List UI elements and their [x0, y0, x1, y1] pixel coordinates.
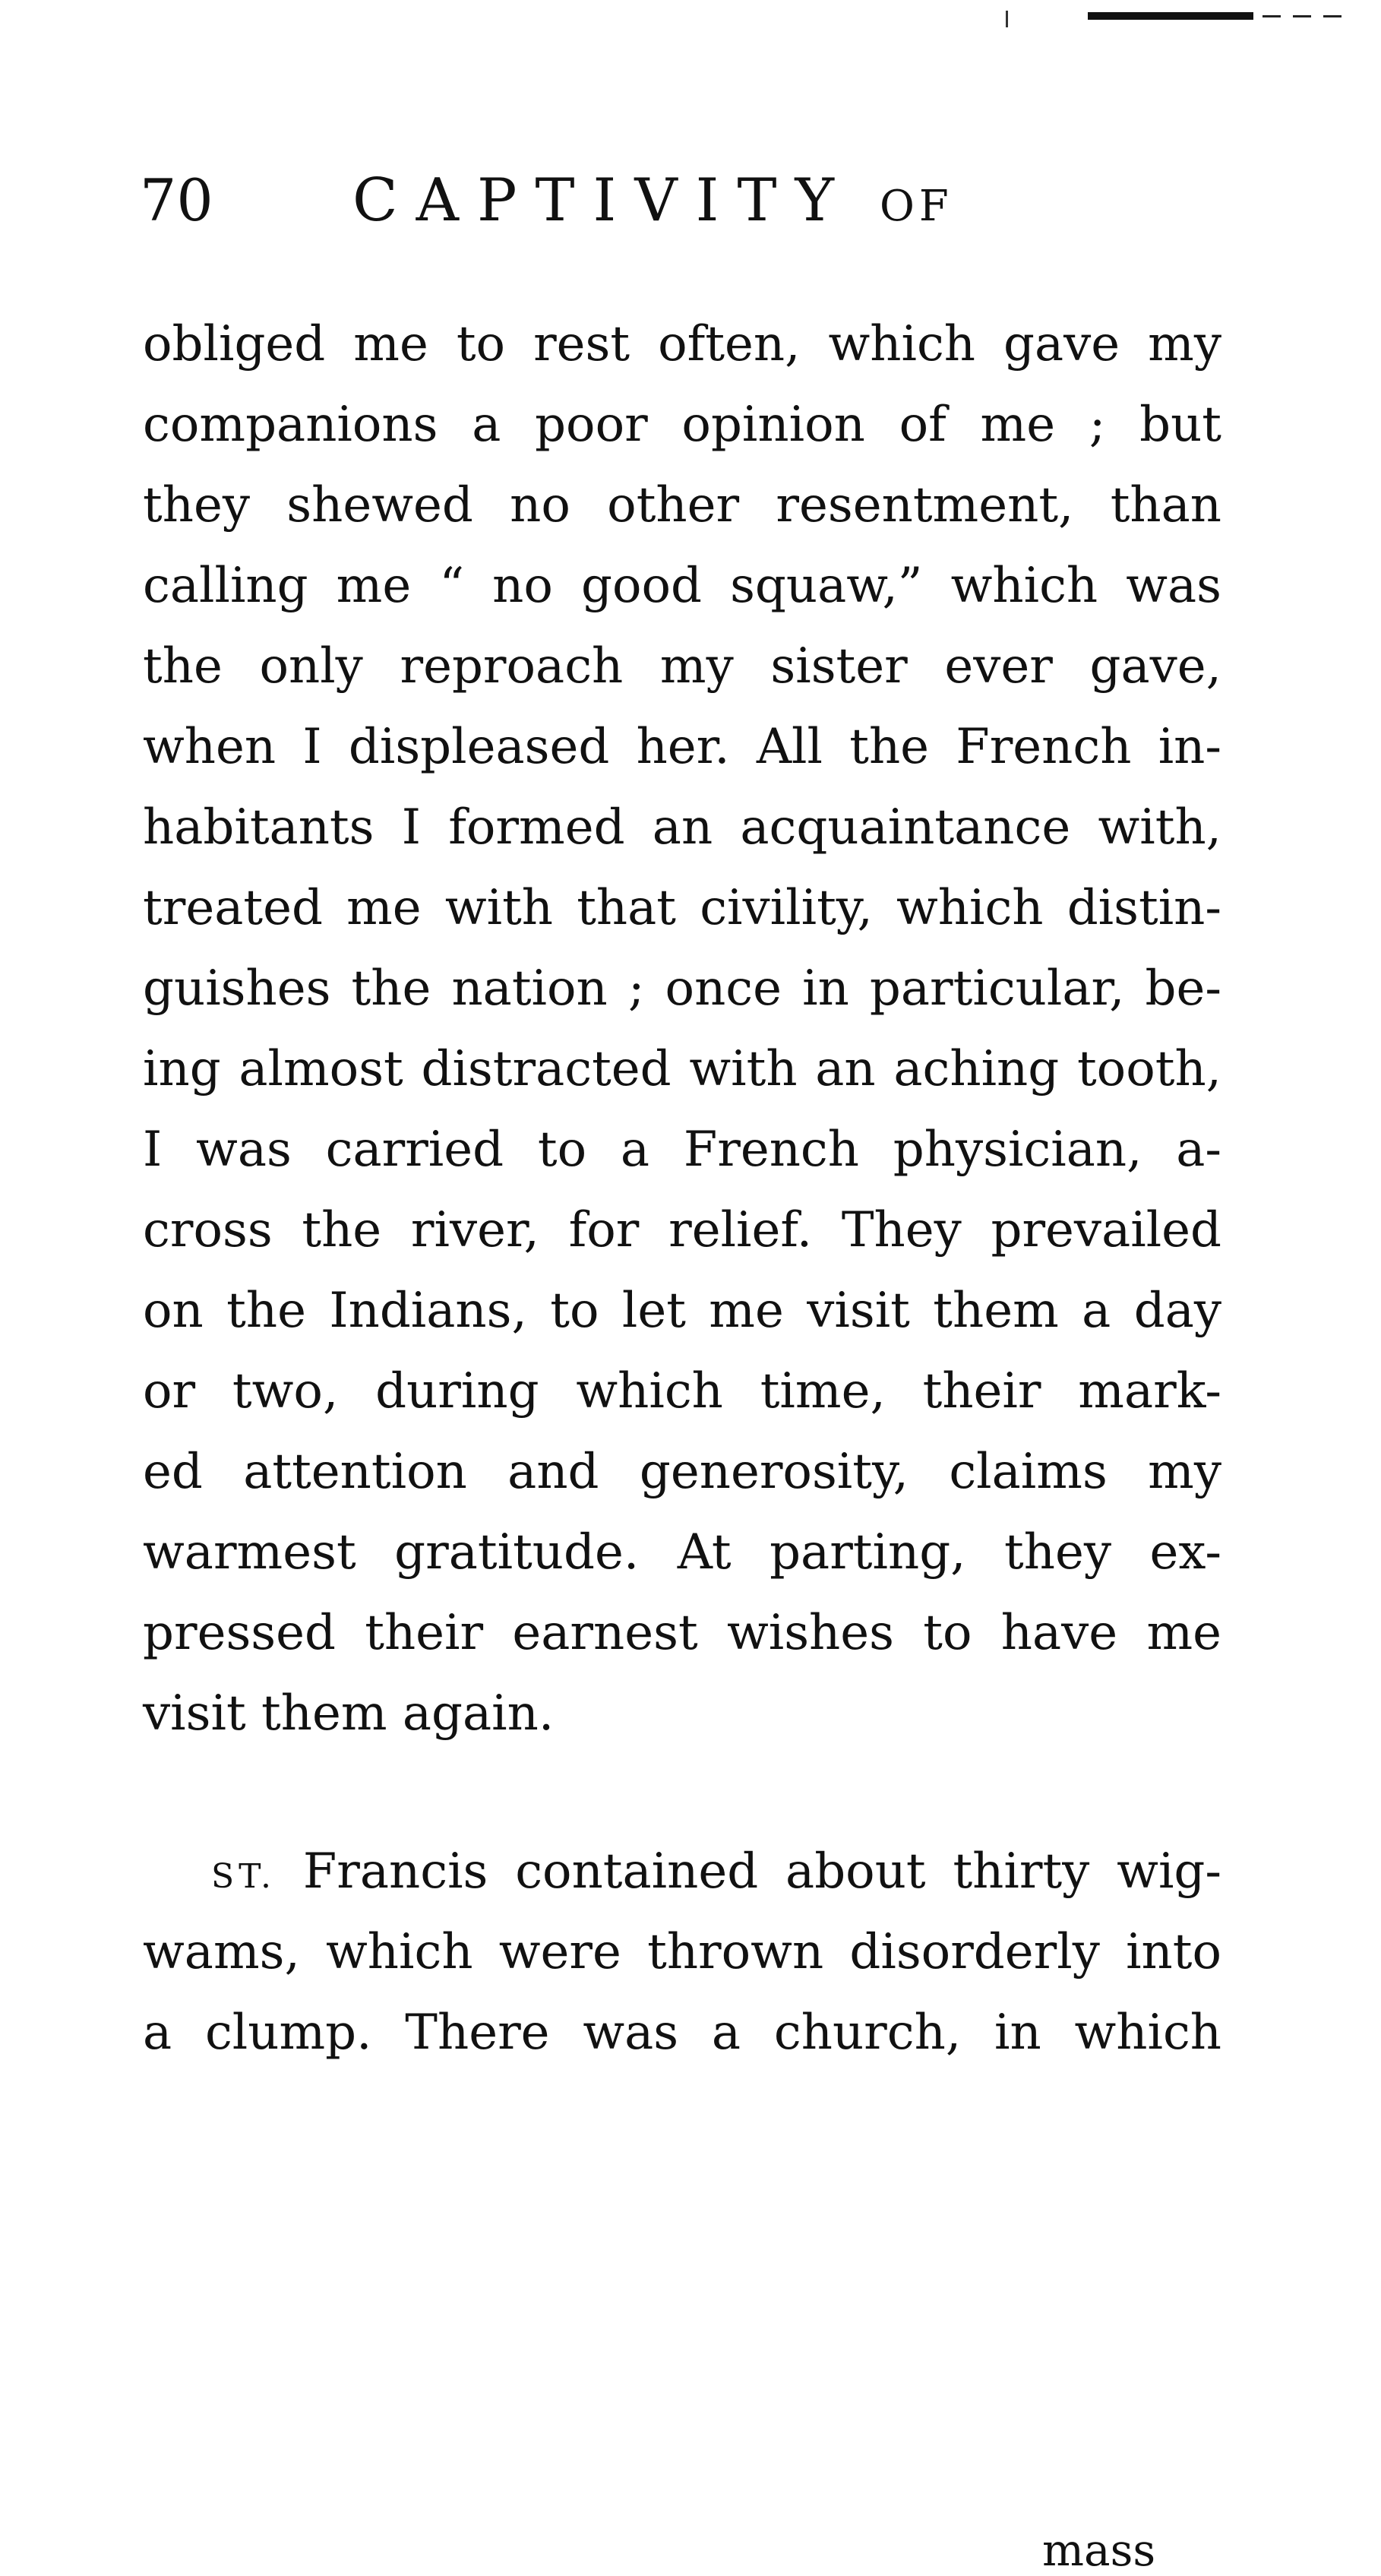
text-line: treated me with that civility, which distin-	[143, 880, 1221, 936]
running-title: CAPTIVITY	[352, 166, 852, 235]
text-line: visit them again.	[143, 1685, 555, 1742]
text-line: when I displeased her. All the French in-	[143, 719, 1221, 775]
top-rule	[1088, 12, 1253, 20]
paragraph-lead-caps: ST.	[211, 1857, 277, 1896]
text-line: ed attention and generosity, claims my	[143, 1444, 1221, 1500]
text-line: guishes the nation ; once in particular, be-	[143, 960, 1221, 1017]
text-line: a clump. There was a church, in which	[143, 2005, 1221, 2061]
text-line: calling me “ no good squaw,” which was	[143, 558, 1221, 614]
running-head	[140, 163, 1218, 239]
running-title-suffix: OF	[880, 182, 953, 231]
text-line: the only reproach my sister ever gave,	[143, 638, 1221, 695]
body-text	[143, 304, 1221, 2073]
text-line: or two, during which time, their mark-	[143, 1363, 1221, 1419]
text-line: ing almost distracted with an aching tooth,	[143, 1041, 1221, 1097]
top-margin-tick	[1006, 11, 1008, 27]
text-line: on the Indians, to let me visit them a day	[143, 1283, 1221, 1339]
text-line-first	[143, 1831, 1221, 1912]
text-line: cross the river, for relief. They prevailed	[143, 1202, 1221, 1258]
text-line: I was carried to a French physician, a-	[143, 1122, 1221, 1178]
paragraph-first-line-text: Francis contained about thirty wig-	[302, 1843, 1221, 1900]
text-line: they shewed no other resentment, than	[143, 477, 1221, 533]
text-line: pressed their earnest wishes to have me	[143, 1605, 1221, 1661]
top-rule-dashes	[1262, 15, 1346, 17]
text-line: habitants I formed an acquaintance with,	[143, 799, 1221, 856]
paragraph-1	[143, 304, 1221, 1754]
text-line: companions a poor opinion of me ; but	[143, 397, 1221, 453]
paragraph-spacing	[143, 1754, 1221, 1831]
text-line: warmest gratitude. At parting, they ex-	[143, 1524, 1221, 1581]
paragraph-2	[143, 1831, 1221, 2073]
text-line: wams, which were thrown disorderly into	[143, 1924, 1221, 1980]
page-number: 70	[140, 166, 213, 234]
text-line: obliged me to rest often, which gave my	[143, 316, 1221, 372]
catchword: mass	[1042, 2524, 1156, 2576]
